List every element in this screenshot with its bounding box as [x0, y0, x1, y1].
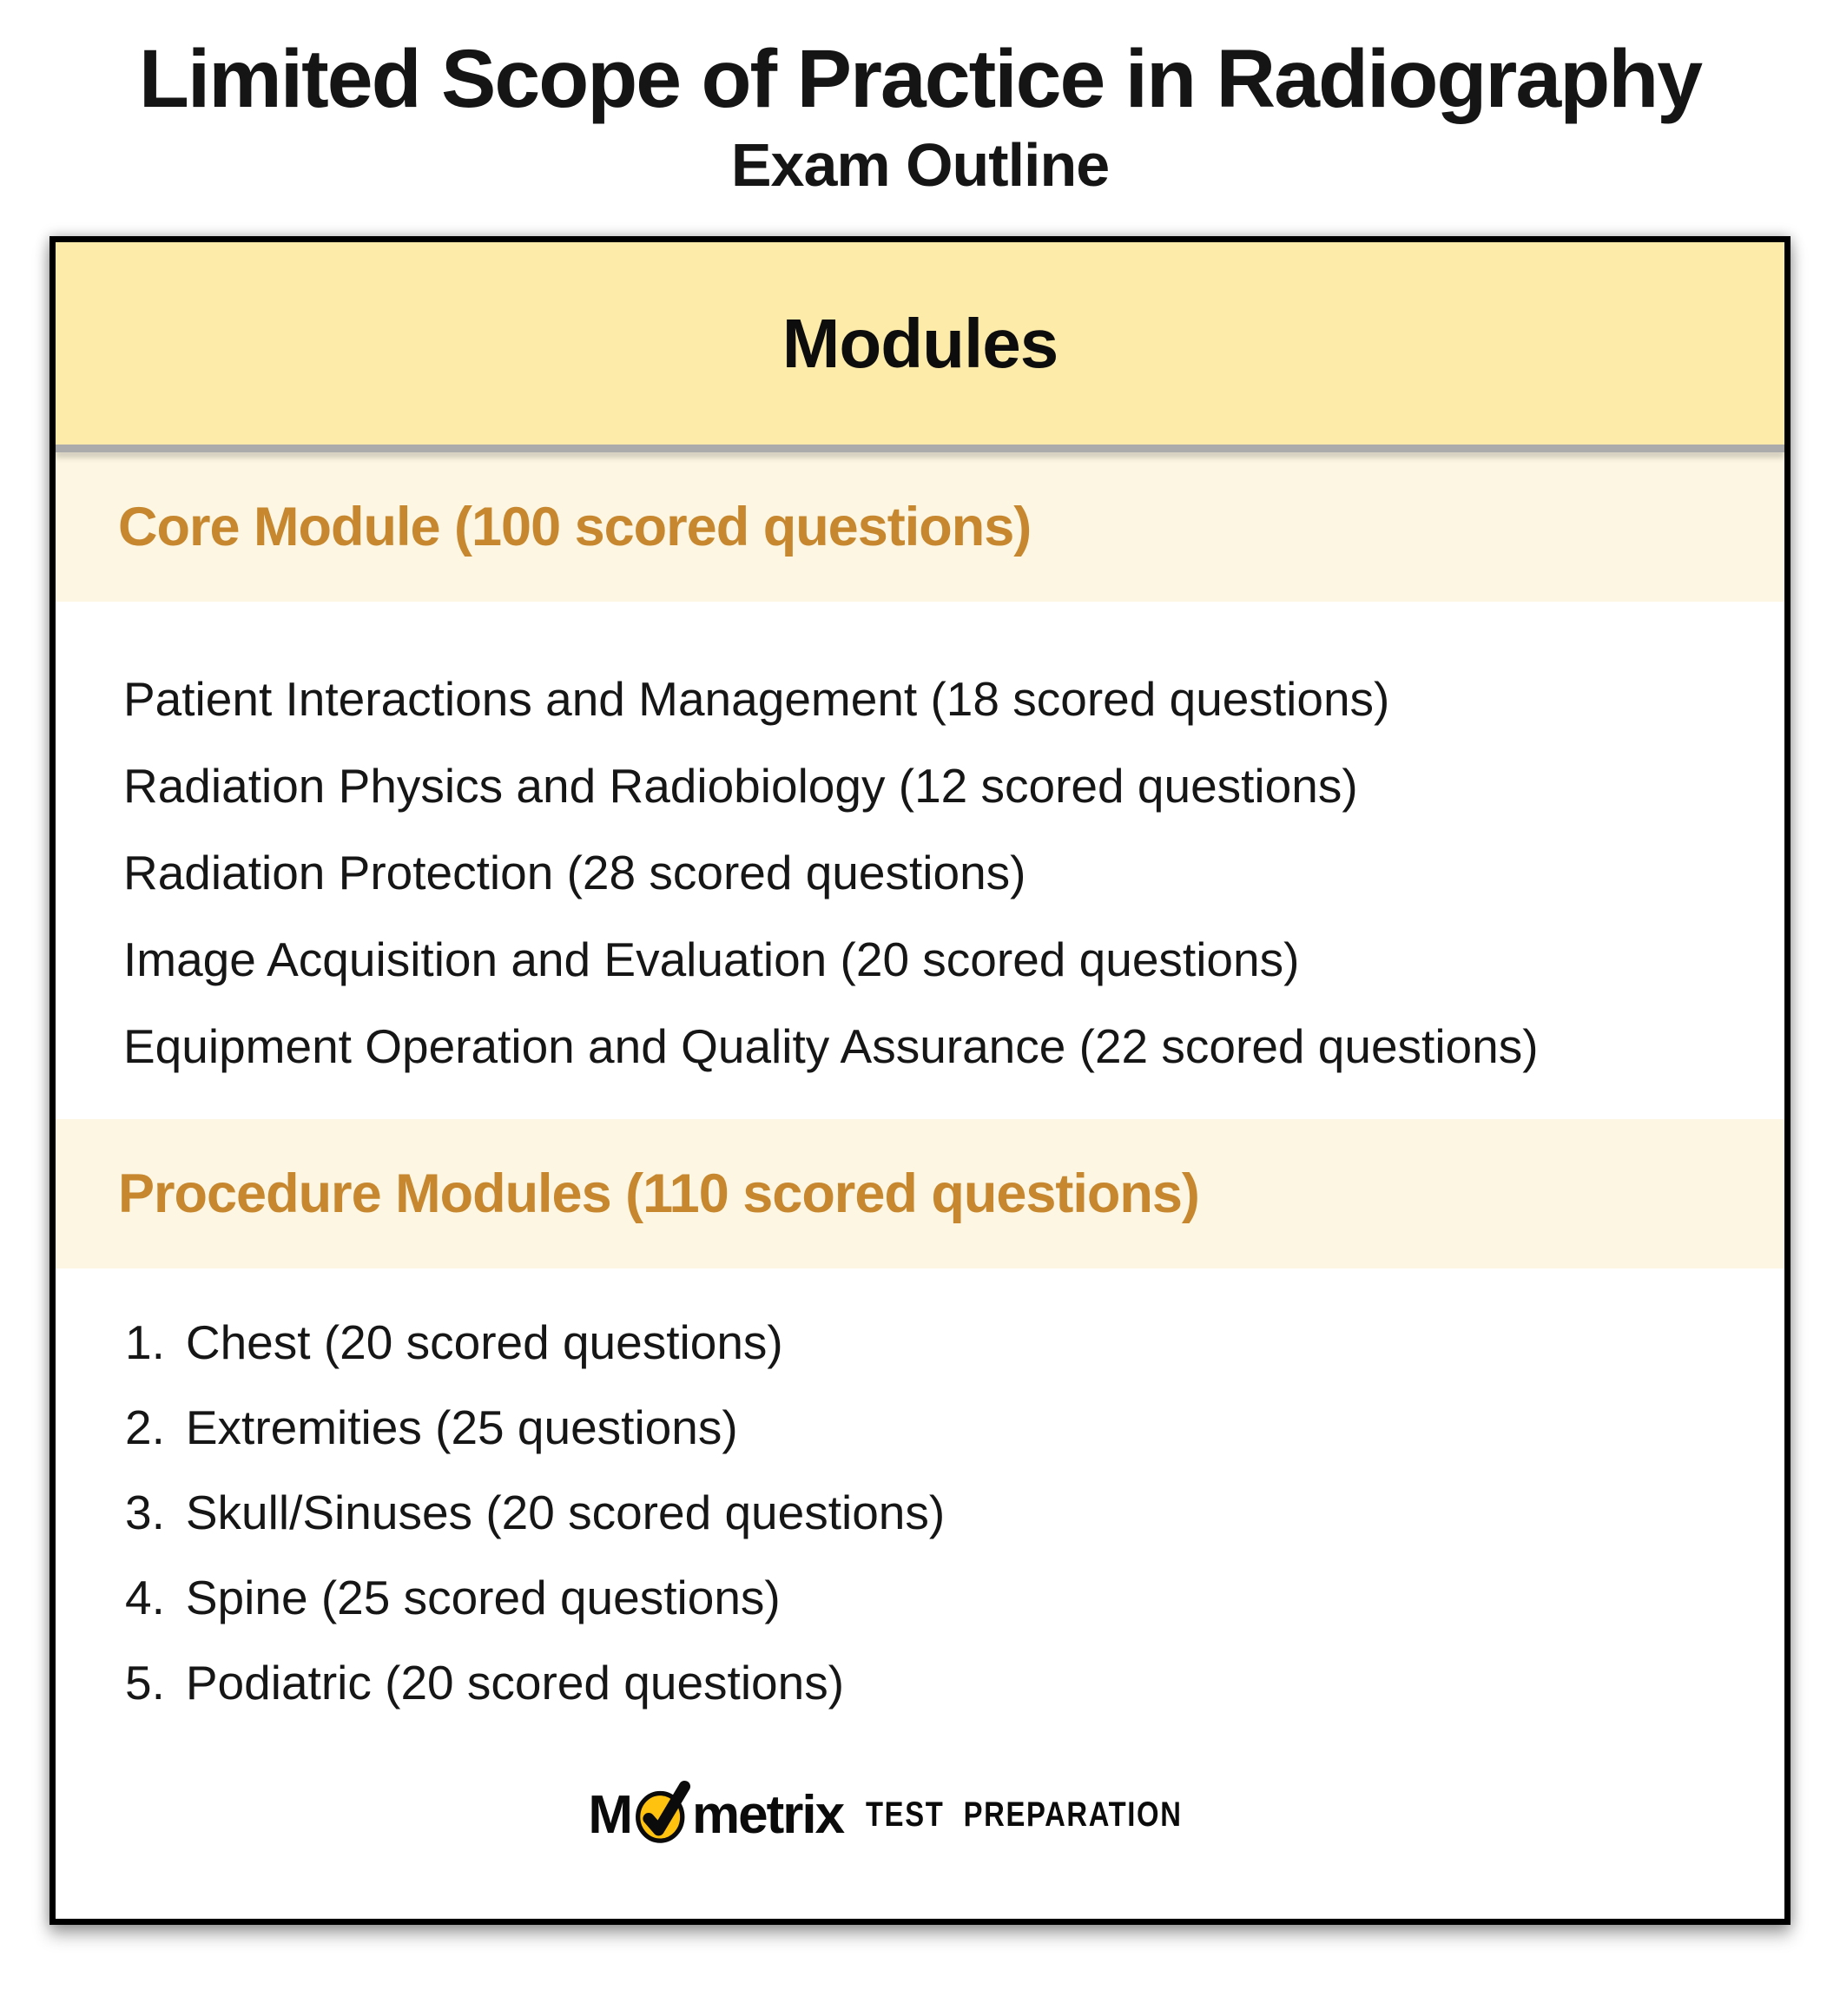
procedure-modules-heading-band [56, 1119, 1784, 1268]
list-item [125, 1385, 1750, 1470]
logo-tagline: TEST PREPARATION [866, 1795, 1183, 1835]
panel-header [56, 242, 1784, 445]
list-item-number: 3. [125, 1486, 165, 1540]
mometrix-logo [588, 1784, 1251, 1847]
list-item: Radiation Physics and Radiobiology (12 scored questions) [123, 759, 1358, 814]
check-circle-icon [630, 1772, 694, 1847]
core-module-heading: Core Module (100 scored questions) [118, 497, 1032, 558]
list-item [125, 1555, 1750, 1640]
list-item-text: Chest (20 scored questions) [185, 1315, 783, 1370]
list-item-text: Spine (25 scored questions) [185, 1571, 781, 1625]
header-divider [56, 445, 1784, 452]
panel-header-title: Modules [782, 304, 1058, 382]
list-item [125, 1470, 1750, 1555]
list-item-text: Skull/Sinuses (20 scored questions) [185, 1486, 946, 1540]
list-item: Image Acquisition and Evaluation (20 scored questions) [123, 932, 1300, 987]
logo-text-m: M [588, 1785, 631, 1846]
list-item: Patient Interactions and Management (18 scored questions) [123, 672, 1390, 727]
modules-panel [49, 236, 1791, 1925]
list-item: Equipment Operation and Quality Assurance (22 scored questions) [123, 1019, 1539, 1074]
page-title: Limited Scope of Practice in Radiography [138, 33, 1702, 125]
procedure-modules-heading: Procedure Modules (110 scored questions) [118, 1163, 1199, 1225]
list-item-number: 4. [125, 1571, 165, 1625]
page-subtitle: Exam Outline [730, 131, 1110, 200]
list-item-number: 1. [125, 1315, 165, 1370]
list-item [125, 1640, 1750, 1725]
logo-text-metrix: metrix [692, 1785, 844, 1846]
list-item-text: Podiatric (20 scored questions) [185, 1656, 845, 1710]
list-item-text: Extremities (25 questions) [185, 1400, 738, 1455]
list-item-number: 5. [125, 1656, 165, 1710]
footer [56, 1734, 1784, 1919]
list-item [125, 1300, 1750, 1385]
list-item-number: 2. [125, 1400, 165, 1455]
core-module-list [56, 602, 1784, 1112]
procedure-modules-list [56, 1268, 1784, 1734]
list-item: Radiation Protection (28 scored questions) [123, 846, 1026, 900]
core-module-heading-band [56, 452, 1784, 602]
